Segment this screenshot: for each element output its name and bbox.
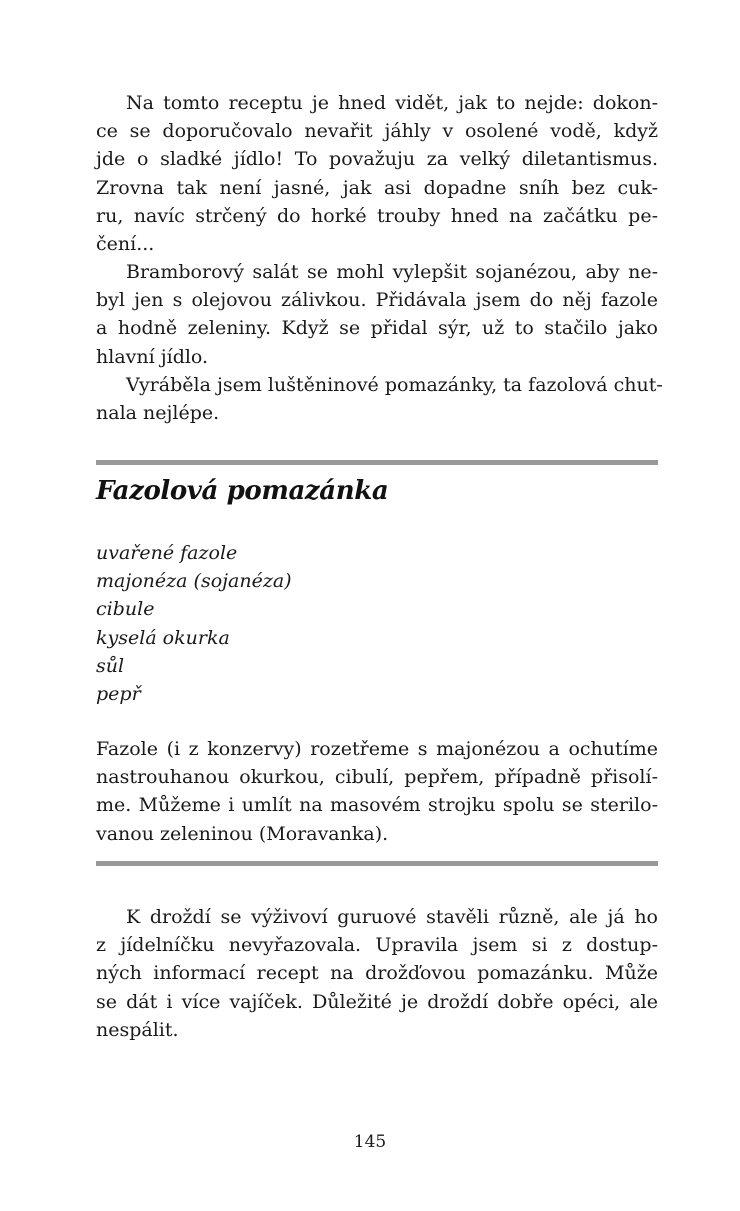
text-line: a hodně zeleniny. Když se přidal sýr, už to stačilo jako bbox=[96, 317, 658, 340]
text-line: me. Můžeme i umlít na masovém strojku spolu se sterilo- bbox=[96, 794, 658, 817]
text-line: se dát i více vajíček. Důležité je droždí dobře opéci, ale bbox=[96, 990, 658, 1013]
text-line: Bramborový salát se mohl vylepšit sojanézou, aby ne- bbox=[126, 261, 658, 283]
ingredient-item: kyselá okurka bbox=[96, 626, 230, 649]
ingredient-item: majonéza (sojanéza) bbox=[96, 570, 292, 593]
text-line: ru, navíc strčený do horké trouby hned na začátku pe- bbox=[96, 204, 658, 227]
text-line: jde o sladké jídlo! To považuju za velký diletantismus. bbox=[96, 148, 658, 171]
recipe-instructions bbox=[96, 735, 658, 848]
text-line: K droždí se výživoví guruové stavěli různě, ale já ho bbox=[126, 906, 658, 928]
recipe-title: Fazolová pomazánka bbox=[96, 476, 389, 506]
text-line: nastrouhanou okurkou, cibulí, pepřem, případně přisolí- bbox=[96, 766, 658, 789]
text-line: z jídelníčku nevyřazovala. Upravila jsem si z dostup- bbox=[96, 934, 658, 957]
page-number: 145 bbox=[353, 1132, 387, 1152]
text-line: Zrovna tak není jasné, jak asi dopadne sníh bez cuk- bbox=[96, 176, 658, 199]
text-line: vanou zeleninou (Moravanka). bbox=[96, 822, 389, 845]
text-line: Vyráběla jsem luštěninové pomazánky, ta fazolová chut- bbox=[126, 374, 663, 396]
text-line: čení... bbox=[96, 232, 155, 255]
paragraph-potato-salad bbox=[96, 258, 658, 371]
text-line: ných informací recept na drožďovou pomazánku. Může bbox=[96, 962, 658, 985]
ingredient-item: pepř bbox=[96, 682, 141, 705]
text-line: byl jen s olejovou zálivkou. Přidávala jsem do něj fazole bbox=[96, 289, 658, 312]
text-line: nespálit. bbox=[96, 1018, 179, 1041]
ingredient-item: cibule bbox=[96, 598, 155, 621]
recipe-top-divider bbox=[96, 460, 658, 465]
text-line: nala nejlépe. bbox=[96, 402, 220, 425]
paragraph-yeast-spread bbox=[96, 903, 658, 1044]
recipe-bottom-divider bbox=[96, 861, 658, 866]
paragraph-legume-spreads bbox=[96, 371, 663, 427]
ingredient-item: uvařené fazole bbox=[96, 542, 238, 564]
paragraph-jahly-recipe-comment bbox=[96, 89, 658, 258]
ingredient-list bbox=[96, 539, 292, 708]
ingredient-item: sůl bbox=[96, 654, 125, 677]
text-line: Na tomto receptu je hned vidět, jak to nejde: dokon- bbox=[126, 92, 658, 114]
text-line: Fazole (i z konzervy) rozetřeme s majonézou a ochutíme bbox=[96, 738, 658, 760]
text-line: ce se doporučovalo nevařit jáhly v osolené vodě, když bbox=[96, 120, 658, 143]
text-line: hlavní jídlo. bbox=[96, 345, 209, 368]
